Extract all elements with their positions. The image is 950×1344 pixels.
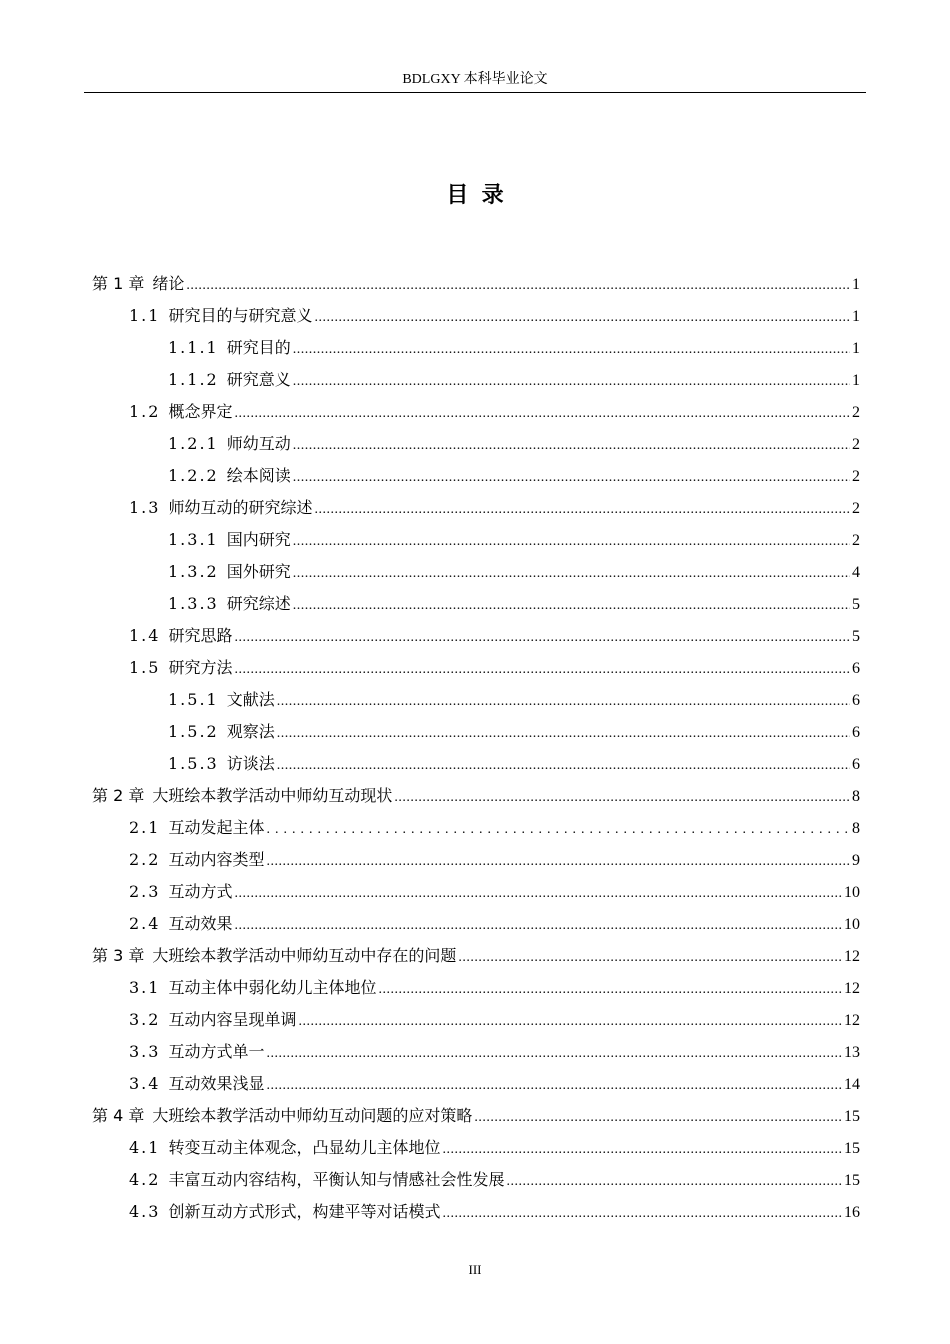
toc-entry-label [168, 716, 275, 748]
toc-entry-text: 大班绘本教学活动中师幼互动现状 [152, 786, 393, 805]
toc-entry-number: 第 4 章 [92, 1106, 145, 1125]
toc-entry-label [92, 1100, 472, 1132]
toc-entry-page: 5 [852, 596, 860, 613]
toc-entry-number: 1.3 [129, 498, 161, 517]
toc-entry-number: 1.2.2 [168, 466, 219, 485]
toc-entry-text: 研究方法 [168, 658, 233, 677]
toc-dot-leader [266, 846, 850, 878]
toc-entry-text: 大班绘本教学活动中师幼互动中存在的问题 [152, 946, 457, 965]
toc-dot-leader [293, 590, 850, 622]
toc-entry[interactable] [92, 876, 860, 908]
toc-entry-text: 创新互动方式形式，构建平等对话模式 [168, 1202, 441, 1221]
toc-entry-number: 1.5.2 [168, 722, 219, 741]
toc-entry[interactable] [92, 460, 860, 492]
toc-entry-page: 10 [844, 916, 860, 933]
toc-entry[interactable] [92, 620, 860, 652]
toc-entry[interactable] [92, 1196, 860, 1228]
toc-entry-text: 互动内容类型 [168, 850, 265, 869]
toc-entry-text: 丰富互动内容结构，平衡认知与情感社会性发展 [168, 1170, 505, 1189]
toc-entry[interactable] [92, 652, 860, 684]
toc-entry-label [129, 300, 312, 332]
toc-dot-leader [506, 1166, 842, 1198]
toc-entry-page: 13 [844, 1044, 860, 1061]
toc-entry-label [129, 1068, 264, 1100]
toc-entry-label [168, 460, 291, 492]
toc-entry-page: 2 [852, 468, 860, 485]
toc-entry-text: 互动方式单一 [168, 1042, 265, 1061]
toc-entry[interactable] [92, 492, 860, 524]
toc-entry-page: 5 [852, 628, 860, 645]
toc-entry-page: 6 [852, 724, 860, 741]
toc-entry-label [129, 844, 264, 876]
toc-title: 目录 [446, 183, 517, 208]
toc-entry-number: 1.4 [129, 626, 161, 645]
toc-dot-leader [394, 782, 850, 814]
page-number: III [468, 1262, 482, 1277]
toc-entry-number: 4.1 [129, 1138, 161, 1157]
toc-entry[interactable] [92, 780, 860, 812]
toc-entry-label [129, 1036, 264, 1068]
toc-entry-page: 2 [852, 436, 860, 453]
toc-entry-text: 互动方式 [168, 882, 233, 901]
toc-entry-text: 研究目的与研究意义 [168, 306, 313, 325]
toc-dot-leader [186, 270, 850, 302]
toc-entry-number: 1.5.1 [168, 690, 219, 709]
toc-entry-number: 1.3.2 [168, 562, 219, 581]
toc-entry-text: 转变互动主体观念，凸显幼儿主体地位 [168, 1138, 441, 1157]
toc-entry-page: 1 [852, 340, 860, 357]
toc-entry-text: 大班绘本教学活动中师幼互动问题的应对策略 [152, 1106, 473, 1125]
toc-dot-leader [458, 942, 842, 974]
toc-entry-page: 8 [852, 820, 860, 837]
toc-entry-label [168, 428, 291, 460]
toc-entry-number: 3.4 [129, 1074, 161, 1093]
toc-entry-number: 1.5 [129, 658, 161, 677]
toc-entry-number: 第 3 章 [92, 946, 145, 965]
toc-entry-text: 互动发起主体 [168, 818, 265, 837]
toc-entry-page: 6 [852, 692, 860, 709]
toc-entry-number: 1.1 [129, 306, 161, 325]
toc-entry[interactable] [92, 1004, 860, 1036]
toc-entry-page: 6 [852, 660, 860, 677]
running-header: BDLGXY 本科毕业论文 [84, 70, 866, 93]
toc-dot-leader [474, 1102, 842, 1134]
toc-entry-text: 国外研究 [226, 562, 291, 581]
toc-entry-label [168, 524, 291, 556]
toc-entry-label [129, 1196, 440, 1228]
toc-entry-label [129, 972, 376, 1004]
toc-entry[interactable] [92, 908, 860, 940]
toc-entry-text: 互动主体中弱化幼儿主体地位 [168, 978, 377, 997]
toc-entry[interactable] [92, 684, 860, 716]
toc-entry[interactable] [92, 428, 860, 460]
toc-entry-number: 2.4 [129, 914, 161, 933]
toc-entry-number: 1.2.1 [168, 434, 219, 453]
toc-entry-label [129, 652, 232, 684]
toc-entry-label [168, 332, 291, 364]
toc-entry[interactable] [92, 716, 860, 748]
toc-entry-number: 2.3 [129, 882, 161, 901]
toc-entry[interactable] [92, 844, 860, 876]
toc-entry-text: 绘本阅读 [226, 466, 291, 485]
toc-entry-label [129, 620, 232, 652]
toc-entry-page: 14 [844, 1076, 860, 1093]
toc-entry-text: 国内研究 [226, 530, 291, 549]
toc-entry-page: 1 [852, 308, 860, 325]
toc-entry-page: 15 [844, 1108, 860, 1125]
toc-dot-leader [234, 654, 850, 686]
toc-dot-leader [293, 462, 850, 494]
toc-dot-leader [277, 750, 850, 782]
toc-dot-leader [277, 686, 850, 718]
toc-entry-label [92, 268, 184, 300]
toc-entry-page: 1 [852, 372, 860, 389]
table-of-contents [92, 268, 860, 1228]
toc-entry-number: 1.1.2 [168, 370, 219, 389]
toc-entry-text: 概念界定 [168, 402, 233, 421]
toc-entry-label [129, 492, 312, 524]
toc-entry-label [129, 908, 232, 940]
toc-entry-number: 1.1.1 [168, 338, 219, 357]
toc-dot-leader [314, 302, 850, 334]
toc-entry-page: 2 [852, 500, 860, 517]
toc-dot-leader [293, 526, 850, 558]
toc-entry[interactable] [92, 1036, 860, 1068]
toc-entry-text: 研究目的 [226, 338, 291, 357]
toc-entry-label [168, 556, 291, 588]
toc-dot-leader [378, 974, 842, 1006]
toc-entry-number: 第 1 章 [92, 274, 145, 293]
toc-entry-number: 3.2 [129, 1010, 161, 1029]
toc-entry-label [168, 748, 275, 780]
toc-entry-page: 2 [852, 532, 860, 549]
toc-entry-label [129, 1164, 504, 1196]
toc-entry-page: 2 [852, 404, 860, 421]
toc-entry-label [129, 876, 232, 908]
toc-entry[interactable] [92, 1100, 860, 1132]
toc-entry[interactable] [92, 556, 860, 588]
toc-entry-number: 4.2 [129, 1170, 161, 1189]
toc-entry[interactable] [92, 748, 860, 780]
toc-entry-number: 2.1 [129, 818, 161, 837]
toc-entry-number: 2.2 [129, 850, 161, 869]
toc-entry-number: 3.3 [129, 1042, 161, 1061]
toc-dot-leader [234, 910, 842, 942]
toc-entry[interactable] [92, 524, 860, 556]
toc-entry[interactable] [92, 364, 860, 396]
toc-entry-number: 1.2 [129, 402, 161, 421]
toc-entry-label [129, 812, 264, 844]
toc-dot-leader [277, 718, 850, 750]
toc-entry-page: 9 [852, 852, 860, 869]
toc-entry-page: 1 [852, 276, 860, 293]
toc-entry-page: 15 [844, 1140, 860, 1157]
toc-dot-leader [266, 1038, 842, 1070]
toc-entry-label [168, 364, 291, 396]
toc-entry-text: 互动效果 [168, 914, 233, 933]
toc-dot-leader [293, 366, 850, 398]
toc-entry-number: 3.1 [129, 978, 161, 997]
toc-entry-text: 师幼互动的研究综述 [168, 498, 313, 517]
toc-dot-leader [234, 398, 850, 430]
toc-entry-number: 1.5.3 [168, 754, 219, 773]
toc-entry-label [129, 1004, 296, 1036]
toc-dot-leader [293, 334, 850, 366]
toc-entry-label [168, 684, 275, 716]
toc-dot-leader [314, 494, 850, 526]
toc-entry[interactable] [92, 588, 860, 620]
toc-entry-text: 研究综述 [226, 594, 291, 613]
toc-entry-text: 研究思路 [168, 626, 233, 645]
toc-dot-leader [266, 814, 850, 846]
toc-entry-number: 1.3.3 [168, 594, 219, 613]
toc-entry[interactable] [92, 1132, 860, 1164]
toc-entry-label [129, 396, 232, 428]
toc-entry-page: 8 [852, 788, 860, 805]
toc-entry-text: 访谈法 [226, 754, 275, 773]
toc-entry[interactable] [92, 300, 860, 332]
toc-entry-page: 16 [844, 1204, 860, 1221]
toc-entry-label [92, 780, 392, 812]
toc-entry-number: 第 2 章 [92, 786, 145, 805]
toc-entry[interactable] [92, 396, 860, 428]
toc-entry-page: 12 [844, 1012, 860, 1029]
toc-entry-page: 12 [844, 980, 860, 997]
toc-entry[interactable] [92, 268, 860, 300]
toc-entry-page: 15 [844, 1172, 860, 1189]
toc-entry-text: 互动效果浅显 [168, 1074, 265, 1093]
toc-entry-number: 1.3.1 [168, 530, 219, 549]
toc-entry-page: 6 [852, 756, 860, 773]
toc-dot-leader [293, 430, 850, 462]
toc-entry-text: 研究意义 [226, 370, 291, 389]
toc-dot-leader [442, 1198, 842, 1230]
toc-entry-page: 4 [852, 564, 860, 581]
toc-entry-label [92, 940, 456, 972]
toc-dot-leader [298, 1006, 842, 1038]
toc-entry[interactable] [92, 940, 860, 972]
toc-entry-page: 12 [844, 948, 860, 965]
toc-dot-leader [293, 558, 850, 590]
toc-entry-number: 4.3 [129, 1202, 161, 1221]
toc-entry-text: 观察法 [226, 722, 275, 741]
toc-entry[interactable] [92, 332, 860, 364]
toc-entry-text: 师幼互动 [226, 434, 291, 453]
toc-entry-text: 文献法 [226, 690, 275, 709]
toc-entry[interactable] [92, 972, 860, 1004]
toc-dot-leader [234, 878, 842, 910]
toc-entry[interactable] [92, 1068, 860, 1100]
toc-entry[interactable] [92, 1164, 860, 1196]
toc-entry-text: 绪论 [152, 274, 185, 293]
toc-entry-text: 互动内容呈现单调 [168, 1010, 297, 1029]
toc-entry[interactable] [92, 812, 860, 844]
toc-entry-page: 10 [844, 884, 860, 901]
toc-entry-label [168, 588, 291, 620]
toc-dot-leader [442, 1134, 842, 1166]
toc-dot-leader [234, 622, 850, 654]
toc-entry-label [129, 1132, 440, 1164]
toc-dot-leader [266, 1070, 842, 1102]
